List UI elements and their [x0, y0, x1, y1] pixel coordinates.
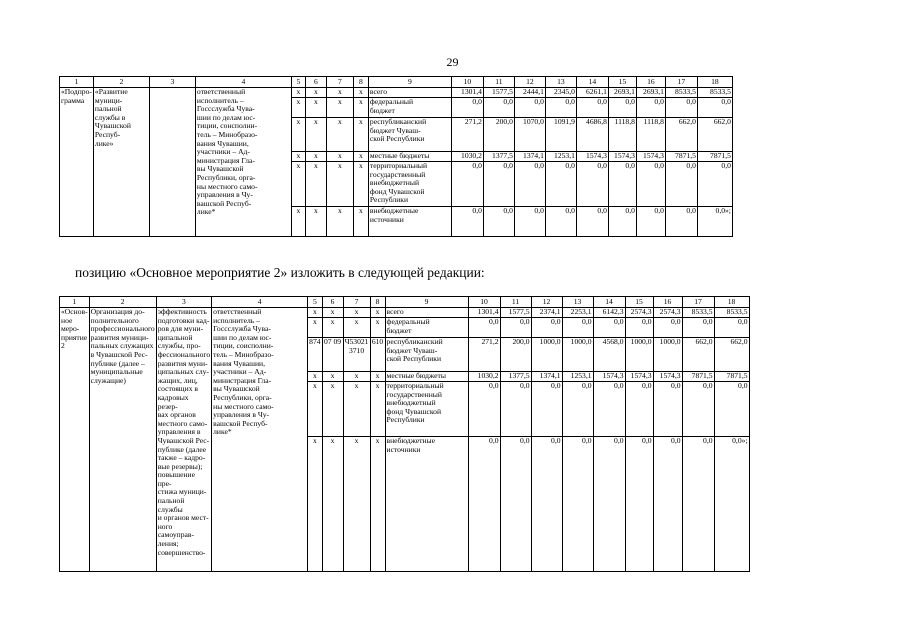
amount-cell: 0,0	[451, 98, 483, 118]
amount-cell: 7871,5	[697, 152, 732, 162]
amount-cell: 1070,0	[514, 118, 545, 152]
code-cell: x	[370, 318, 385, 338]
code-cell: x	[305, 162, 326, 207]
code-cell: x	[291, 207, 305, 237]
table-row	[60, 308, 750, 318]
executor-cell: ответственный исполнитель – Госсслужба Чува- шии по делам юс- тиции, соисполни- тель – Минобразо- вания Чувашии, участники – Ад- министрация Гла- вы Чувашской Республики, орга- ны местного само- управления в Чу- вашской Респуб- лике*	[212, 308, 308, 572]
amount-cell: 2693,1	[636, 88, 665, 98]
code-cell: x	[343, 308, 370, 318]
amount-cell: 7871,5	[682, 372, 714, 382]
program-name-cell: «Развитие муници- пальной службы в Чувашской Респуб- лике»	[93, 88, 149, 237]
amount-cell: 1574,3	[576, 152, 608, 162]
column-number: 7	[343, 297, 370, 308]
column-number: 12	[531, 297, 562, 308]
amount-cell: 0,0	[576, 207, 608, 237]
code-cell: 610	[370, 338, 385, 372]
column-number: 6	[322, 297, 343, 308]
amount-cell: 1577,5	[483, 88, 514, 98]
column-number: 13	[562, 297, 593, 308]
amount-cell: 8533,5	[682, 308, 714, 318]
amount-cell: 1253,1	[562, 372, 593, 382]
column-number: 10	[451, 77, 483, 88]
amount-cell: 8533,5	[714, 308, 749, 318]
code-cell: x	[370, 437, 385, 572]
amount-cell: 0,0	[625, 382, 653, 437]
funding-source-cell: всего	[385, 308, 468, 318]
funding-source-cell: республиканский бюджет Чуваш- ской Республики	[368, 118, 451, 152]
amount-cell: 0,0	[593, 318, 625, 338]
amount-cell: 0,0	[531, 318, 562, 338]
amount-cell: 0,0	[608, 207, 636, 237]
code-cell: x	[322, 308, 343, 318]
amount-cell: 0,0	[451, 162, 483, 207]
code-cell: x	[305, 152, 326, 162]
amount-cell: 2693,1	[608, 88, 636, 98]
amount-cell: 0,0	[636, 162, 665, 207]
amount-cell: 200,0	[500, 338, 531, 372]
amount-cell: 0,0	[562, 437, 593, 572]
column-number: 15	[625, 297, 653, 308]
amount-cell: 6261,1	[576, 88, 608, 98]
code-cell: x	[353, 162, 368, 207]
funding-source-cell: федеральный бюджет	[385, 318, 468, 338]
amount-cell: 0,0	[682, 382, 714, 437]
code-cell: x	[308, 372, 322, 382]
funding-source-cell: внебюджетные источники	[385, 437, 468, 572]
amount-cell: 1030,2	[451, 152, 483, 162]
funding-source-cell: внебюджетные источники	[368, 207, 451, 237]
column-number: 4	[212, 297, 308, 308]
table-main-event-2	[59, 296, 750, 572]
amount-cell: 0,0	[468, 382, 500, 437]
amount-cell: 0,0	[545, 207, 576, 237]
amount-cell: 2574,3	[625, 308, 653, 318]
column-number: 6	[305, 77, 326, 88]
column-number: 8	[370, 297, 385, 308]
column-number: 17	[665, 77, 697, 88]
amount-cell: 0,0	[665, 98, 697, 118]
amount-cell: 662,0	[682, 338, 714, 372]
header-row	[60, 297, 750, 308]
amount-cell: 0,0	[593, 382, 625, 437]
code-cell: Ч53021 3710	[343, 338, 370, 372]
column-number: 15	[608, 77, 636, 88]
amount-cell: 0,0	[653, 382, 682, 437]
amount-cell: 1253,1	[545, 152, 576, 162]
amount-cell: 0,0	[682, 318, 714, 338]
code-cell: x	[308, 382, 322, 437]
column-number: 18	[714, 297, 749, 308]
amount-cell: 0,0	[697, 162, 732, 207]
program-name-cell: Организация до- полнительного профессионального развития муници- пальных служащих в Чувашской Рес- публике (далее – муниципальные служащие)	[89, 308, 156, 572]
header-row	[60, 77, 733, 88]
column-number: 18	[697, 77, 732, 88]
code-cell: x	[322, 382, 343, 437]
amount-cell: 0,0	[514, 207, 545, 237]
code-cell: x	[343, 382, 370, 437]
code-cell: x	[291, 98, 305, 118]
amount-cell: 0,0	[531, 437, 562, 572]
amount-cell: 0,0	[608, 98, 636, 118]
amount-cell: 8533,5	[665, 88, 697, 98]
code-cell: x	[305, 207, 326, 237]
code-cell: x	[326, 118, 353, 152]
code-cell: x	[353, 207, 368, 237]
amount-cell: 0,0	[500, 437, 531, 572]
code-cell: x	[308, 308, 322, 318]
amount-cell: 7871,5	[665, 152, 697, 162]
code-cell: 07 09	[322, 338, 343, 372]
amount-cell: 0,0	[665, 207, 697, 237]
amount-cell: 0,0	[697, 98, 732, 118]
amount-cell: 2574,3	[653, 308, 682, 318]
code-cell: x	[370, 372, 385, 382]
amount-cell: 2345,0	[545, 88, 576, 98]
amount-cell: 0,0	[682, 437, 714, 572]
amount-cell: 0,0	[608, 162, 636, 207]
amount-cell: 0,0	[653, 437, 682, 572]
code-cell: x	[353, 152, 368, 162]
amount-cell: 0,0	[636, 207, 665, 237]
amount-cell: 1374,1	[531, 372, 562, 382]
code-cell: x	[343, 437, 370, 572]
code-cell: x	[322, 437, 343, 572]
code-cell: x	[291, 88, 305, 98]
code-cell: x	[353, 98, 368, 118]
amount-cell: 0,0	[625, 318, 653, 338]
amount-cell: 0,0	[714, 382, 749, 437]
amount-cell: 0,0	[562, 318, 593, 338]
amount-cell: 1574,3	[625, 372, 653, 382]
amount-cell: 0,0	[545, 98, 576, 118]
amount-cell: 1574,3	[636, 152, 665, 162]
column-number: 7	[326, 77, 353, 88]
amount-cell: 0,0	[665, 162, 697, 207]
code-cell: x	[353, 118, 368, 152]
amount-cell: 6142,3	[593, 308, 625, 318]
amount-cell: 1000,0	[562, 338, 593, 372]
amount-cell: 1000,0	[625, 338, 653, 372]
amount-cell: 1301,4	[468, 308, 500, 318]
column-number: 2	[93, 77, 149, 88]
amount-cell: 2374,1	[531, 308, 562, 318]
amount-cell: 0,0	[468, 437, 500, 572]
code-cell: x	[308, 318, 322, 338]
code-cell: x	[291, 118, 305, 152]
column-number: 11	[500, 297, 531, 308]
amount-cell: 4686,8	[576, 118, 608, 152]
amount-cell: 0,0	[545, 162, 576, 207]
amount-cell: 0,0	[514, 162, 545, 207]
column-number: 10	[468, 297, 500, 308]
amount-cell: 0,0	[451, 207, 483, 237]
funding-source-cell: республиканский бюджет Чуваш- ской Республики	[385, 338, 468, 372]
code-cell: x	[305, 88, 326, 98]
amount-cell: 0,0	[500, 382, 531, 437]
amount-cell: 1118,8	[636, 118, 665, 152]
code-cell: x	[322, 318, 343, 338]
code-cell: x	[370, 382, 385, 437]
page-number: 29	[446, 55, 459, 69]
amount-cell: 1301,4	[451, 88, 483, 98]
amount-cell: 662,0	[697, 118, 732, 152]
amount-cell: 1574,3	[608, 152, 636, 162]
amount-cell: 1574,3	[653, 372, 682, 382]
amount-cell: 1118,8	[608, 118, 636, 152]
column-number: 2	[89, 297, 156, 308]
amount-cell: 0,0	[576, 98, 608, 118]
column-number: 16	[653, 297, 682, 308]
amount-cell: 1377,5	[483, 152, 514, 162]
amount-cell: 0,0	[483, 162, 514, 207]
column-number: 1	[60, 297, 90, 308]
amount-cell: 200,0	[483, 118, 514, 152]
column-number: 8	[353, 77, 368, 88]
amount-cell: 271,2	[468, 338, 500, 372]
code-cell: 874	[308, 338, 322, 372]
code-cell: x	[326, 88, 353, 98]
code-cell: x	[370, 308, 385, 318]
column-number: 16	[636, 77, 665, 88]
column-number: 9	[368, 77, 451, 88]
column-number: 4	[195, 77, 291, 88]
code-cell: x	[326, 98, 353, 118]
amount-cell: 8533,5	[697, 88, 732, 98]
amount-cell: 0,0	[562, 382, 593, 437]
amount-cell: 7871,5	[714, 372, 749, 382]
amount-cell: 2253,1	[562, 308, 593, 318]
program-type-cell: «Основ- ное меро- приятие 2	[60, 308, 90, 572]
table-subprogram	[59, 76, 733, 237]
amount-cell: 662,0	[665, 118, 697, 152]
code-cell: x	[308, 437, 322, 572]
amount-cell: 0,0	[531, 382, 562, 437]
goal-cell: эффективность подготовки кад- ров для муни- ципальной службы, про- фессионального развития муни- ципальных слу- жащих, лиц, состоящих в кадровых резер- вах органов местного само- управления в Чувашской Рес- публике (далее также – кадро- вые резервы); повышение пре- стижа муници- пальной службы и органов мест- ного самоуправ- ления; совершенство-	[156, 308, 211, 572]
column-number: 17	[682, 297, 714, 308]
amount-cell: 0,0	[636, 98, 665, 118]
amount-cell: 271,2	[451, 118, 483, 152]
table-row	[60, 88, 733, 98]
amount-cell: 0,0	[625, 437, 653, 572]
funding-source-cell: федеральный бюджет	[368, 98, 451, 118]
code-cell: x	[353, 88, 368, 98]
code-cell: x	[326, 207, 353, 237]
amount-cell: 0,0	[500, 318, 531, 338]
amount-cell: 0,0»;	[697, 207, 732, 237]
funding-source-cell: местные бюджеты	[385, 372, 468, 382]
amount-cell: 0,0	[653, 318, 682, 338]
amount-cell: 1577,5	[500, 308, 531, 318]
amount-cell: 662,0	[714, 338, 749, 372]
column-number: 14	[576, 77, 608, 88]
code-cell: x	[305, 118, 326, 152]
goal-cell	[149, 88, 195, 237]
column-number: 5	[291, 77, 305, 88]
column-number: 13	[545, 77, 576, 88]
amount-cell: 1030,2	[468, 372, 500, 382]
executor-cell: ответственный исполнитель – Госсслужба Чува- шии по делам юс- тиции, сонсполни- тель – Минобразо- вания Чувашии, участники – Ад- министрация Гла- вы Чувашской Республики, орга- ны местного само- управления в Чу- вашской Респуб- лике*	[195, 88, 291, 237]
amount-cell: 1000,0	[531, 338, 562, 372]
code-cell: x	[326, 152, 353, 162]
amount-cell: 0,0	[714, 318, 749, 338]
amount-cell: 0,0	[483, 98, 514, 118]
code-cell: x	[343, 372, 370, 382]
amount-cell: 0,0	[514, 98, 545, 118]
column-number: 1	[60, 77, 94, 88]
column-number: 14	[593, 297, 625, 308]
funding-source-cell: территориальный государственный внебюджетный фонд Чувашской Республики	[368, 162, 451, 207]
column-number: 5	[308, 297, 322, 308]
code-cell: x	[291, 162, 305, 207]
amount-cell: 0,0	[468, 318, 500, 338]
funding-source-cell: территориальный государственный внебюджетный фонд Чувашской Республики	[385, 382, 468, 437]
amount-cell: 1374,1	[514, 152, 545, 162]
column-number: 9	[385, 297, 468, 308]
amount-cell: 1377,5	[500, 372, 531, 382]
amount-cell: 1091,9	[545, 118, 576, 152]
code-cell: x	[305, 98, 326, 118]
column-number: 11	[483, 77, 514, 88]
caption-text: позицию «Основное мероприятие 2» изложить в следующей редакции:	[75, 265, 485, 280]
column-number: 12	[514, 77, 545, 88]
amount-cell: 2444,1	[514, 88, 545, 98]
amount-cell: 4568,0	[593, 338, 625, 372]
code-cell: x	[326, 162, 353, 207]
funding-source-cell: всего	[368, 88, 451, 98]
amount-cell: 0,0	[593, 437, 625, 572]
amount-cell: 0,0	[483, 207, 514, 237]
amount-cell: 0,0	[576, 162, 608, 207]
code-cell: x	[343, 318, 370, 338]
program-type-cell: «Подпро- грамма	[60, 88, 94, 237]
amount-cell: 1574,3	[593, 372, 625, 382]
column-number: 3	[156, 297, 211, 308]
code-cell: x	[322, 372, 343, 382]
column-number: 3	[149, 77, 195, 88]
amount-cell: 0,0»;	[714, 437, 749, 572]
funding-source-cell: местные бюджеты	[368, 152, 451, 162]
amount-cell: 1000,0	[653, 338, 682, 372]
code-cell: x	[291, 152, 305, 162]
